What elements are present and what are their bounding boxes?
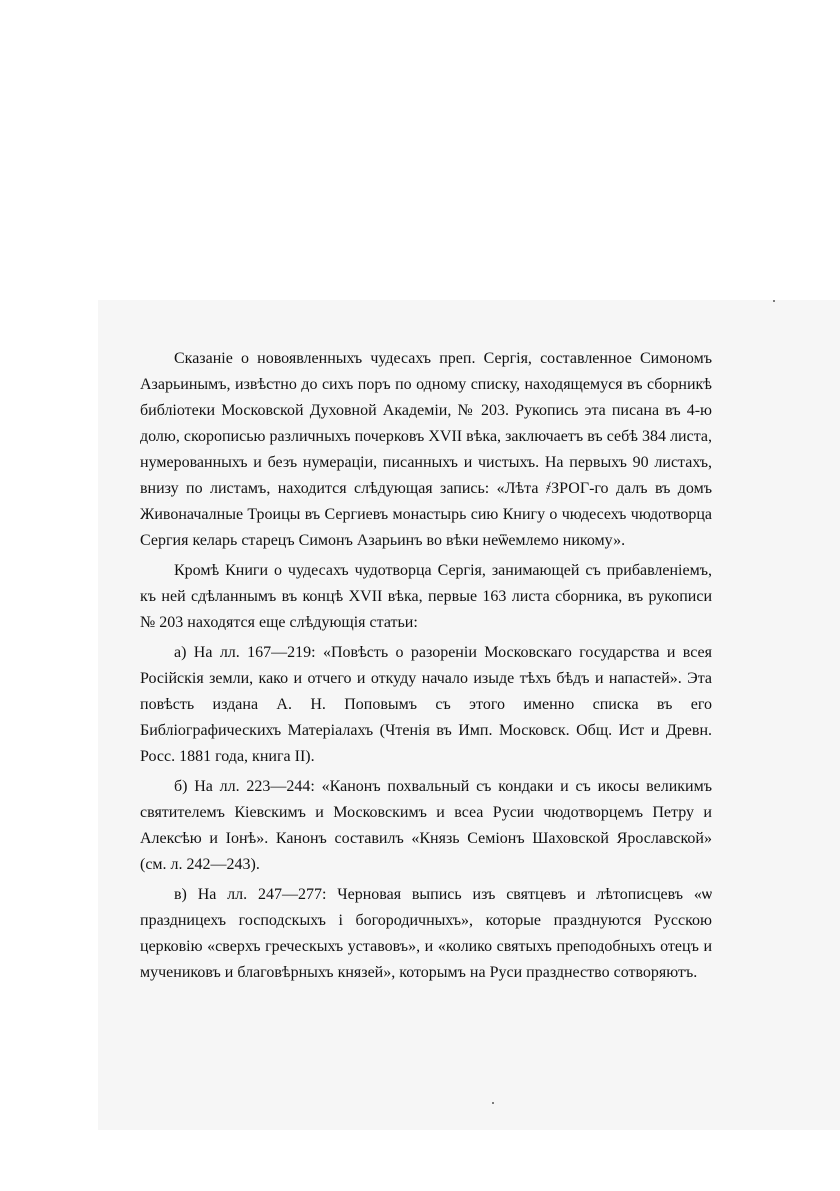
paragraph-item-a: а) На лл. 167—219: «Повѣсть о разореніи Московскаго государства и всея Російскія земли, како и отчего и откуду начало изыде тѣхъ бѣдъ и напастей». Эта повѣсть издана А. Н. Поповымъ съ этого именно списка въ его Библіографическихъ Матеріалахъ (Чтенія въ Имп. Московск. Общ. Ист и Древн. Росс. 1881 года, книга II). <box>140 644 712 765</box>
scan-speck <box>773 300 775 302</box>
paragraph-contents: Кромѣ Книги о чудесахъ чудотворца Сергія, занимающей съ прибавленіемъ, къ ней сдѣланнымъ въ концѣ XVII вѣка, первые 163 листа сборника, въ рукописи № 203 находятся еще слѣдующія статьи: <box>140 562 712 631</box>
paragraph-item-b: б) На лл. 223—244: «Канонъ похвальный съ кондаки и съ икосы великимъ святителемъ Кіевскимъ и Московскимъ и всеа Русии чюдотворцемъ Петру и Алексѣю и Іонѣ». Канонъ составилъ «Князь Семіонъ Шаховской Ярославской» (см. л. 242—243). <box>140 778 712 873</box>
document-body <box>140 346 712 986</box>
paragraph-intro: Сказаніе о новоявленныхъ чудесахъ преп. Сергія, составленное Симономъ Азарьинымъ, извѣстно до сихъ поръ по одному списку, находящемуся въ сборникѣ библіотеки Московской Духовной Академіи, № 203. Рукопись эта писана въ 4-ю долю, скорописью различныхъ почерковъ XVII вѣка, заключаетъ въ себѣ 384 листа, нумерованныхъ и безъ нумераціи, писанныхъ и чистыхъ. На первыхъ 90 листахъ, внизу по листамъ, находится слѣдующая запись: «Лѣта ҂ЗРОГ-го далъ въ домъ Живоначалные Троицы въ Сергиевъ монастырь сию Книгу о чюдесехъ чюдотворца Сергия келарь старецъ Симонъ Азарьинъ во вѣки неѿемлемо никому». <box>140 350 712 549</box>
scan-speck <box>492 1102 494 1104</box>
paragraph-item-v: в) На лл. 247—277: Черновая выпись изъ святцевъ и лѣтописцевъ «ѡ праздницехъ господскыхъ і богородичныхъ», которые празднуются Русскою церковію «сверхъ греческыхъ уставовъ», и «колико святыхъ преподобныхъ отецъ и мучениковъ и благовѣрныхъ князей», которымъ на Руси празднество сотворяютъ. <box>140 886 712 981</box>
